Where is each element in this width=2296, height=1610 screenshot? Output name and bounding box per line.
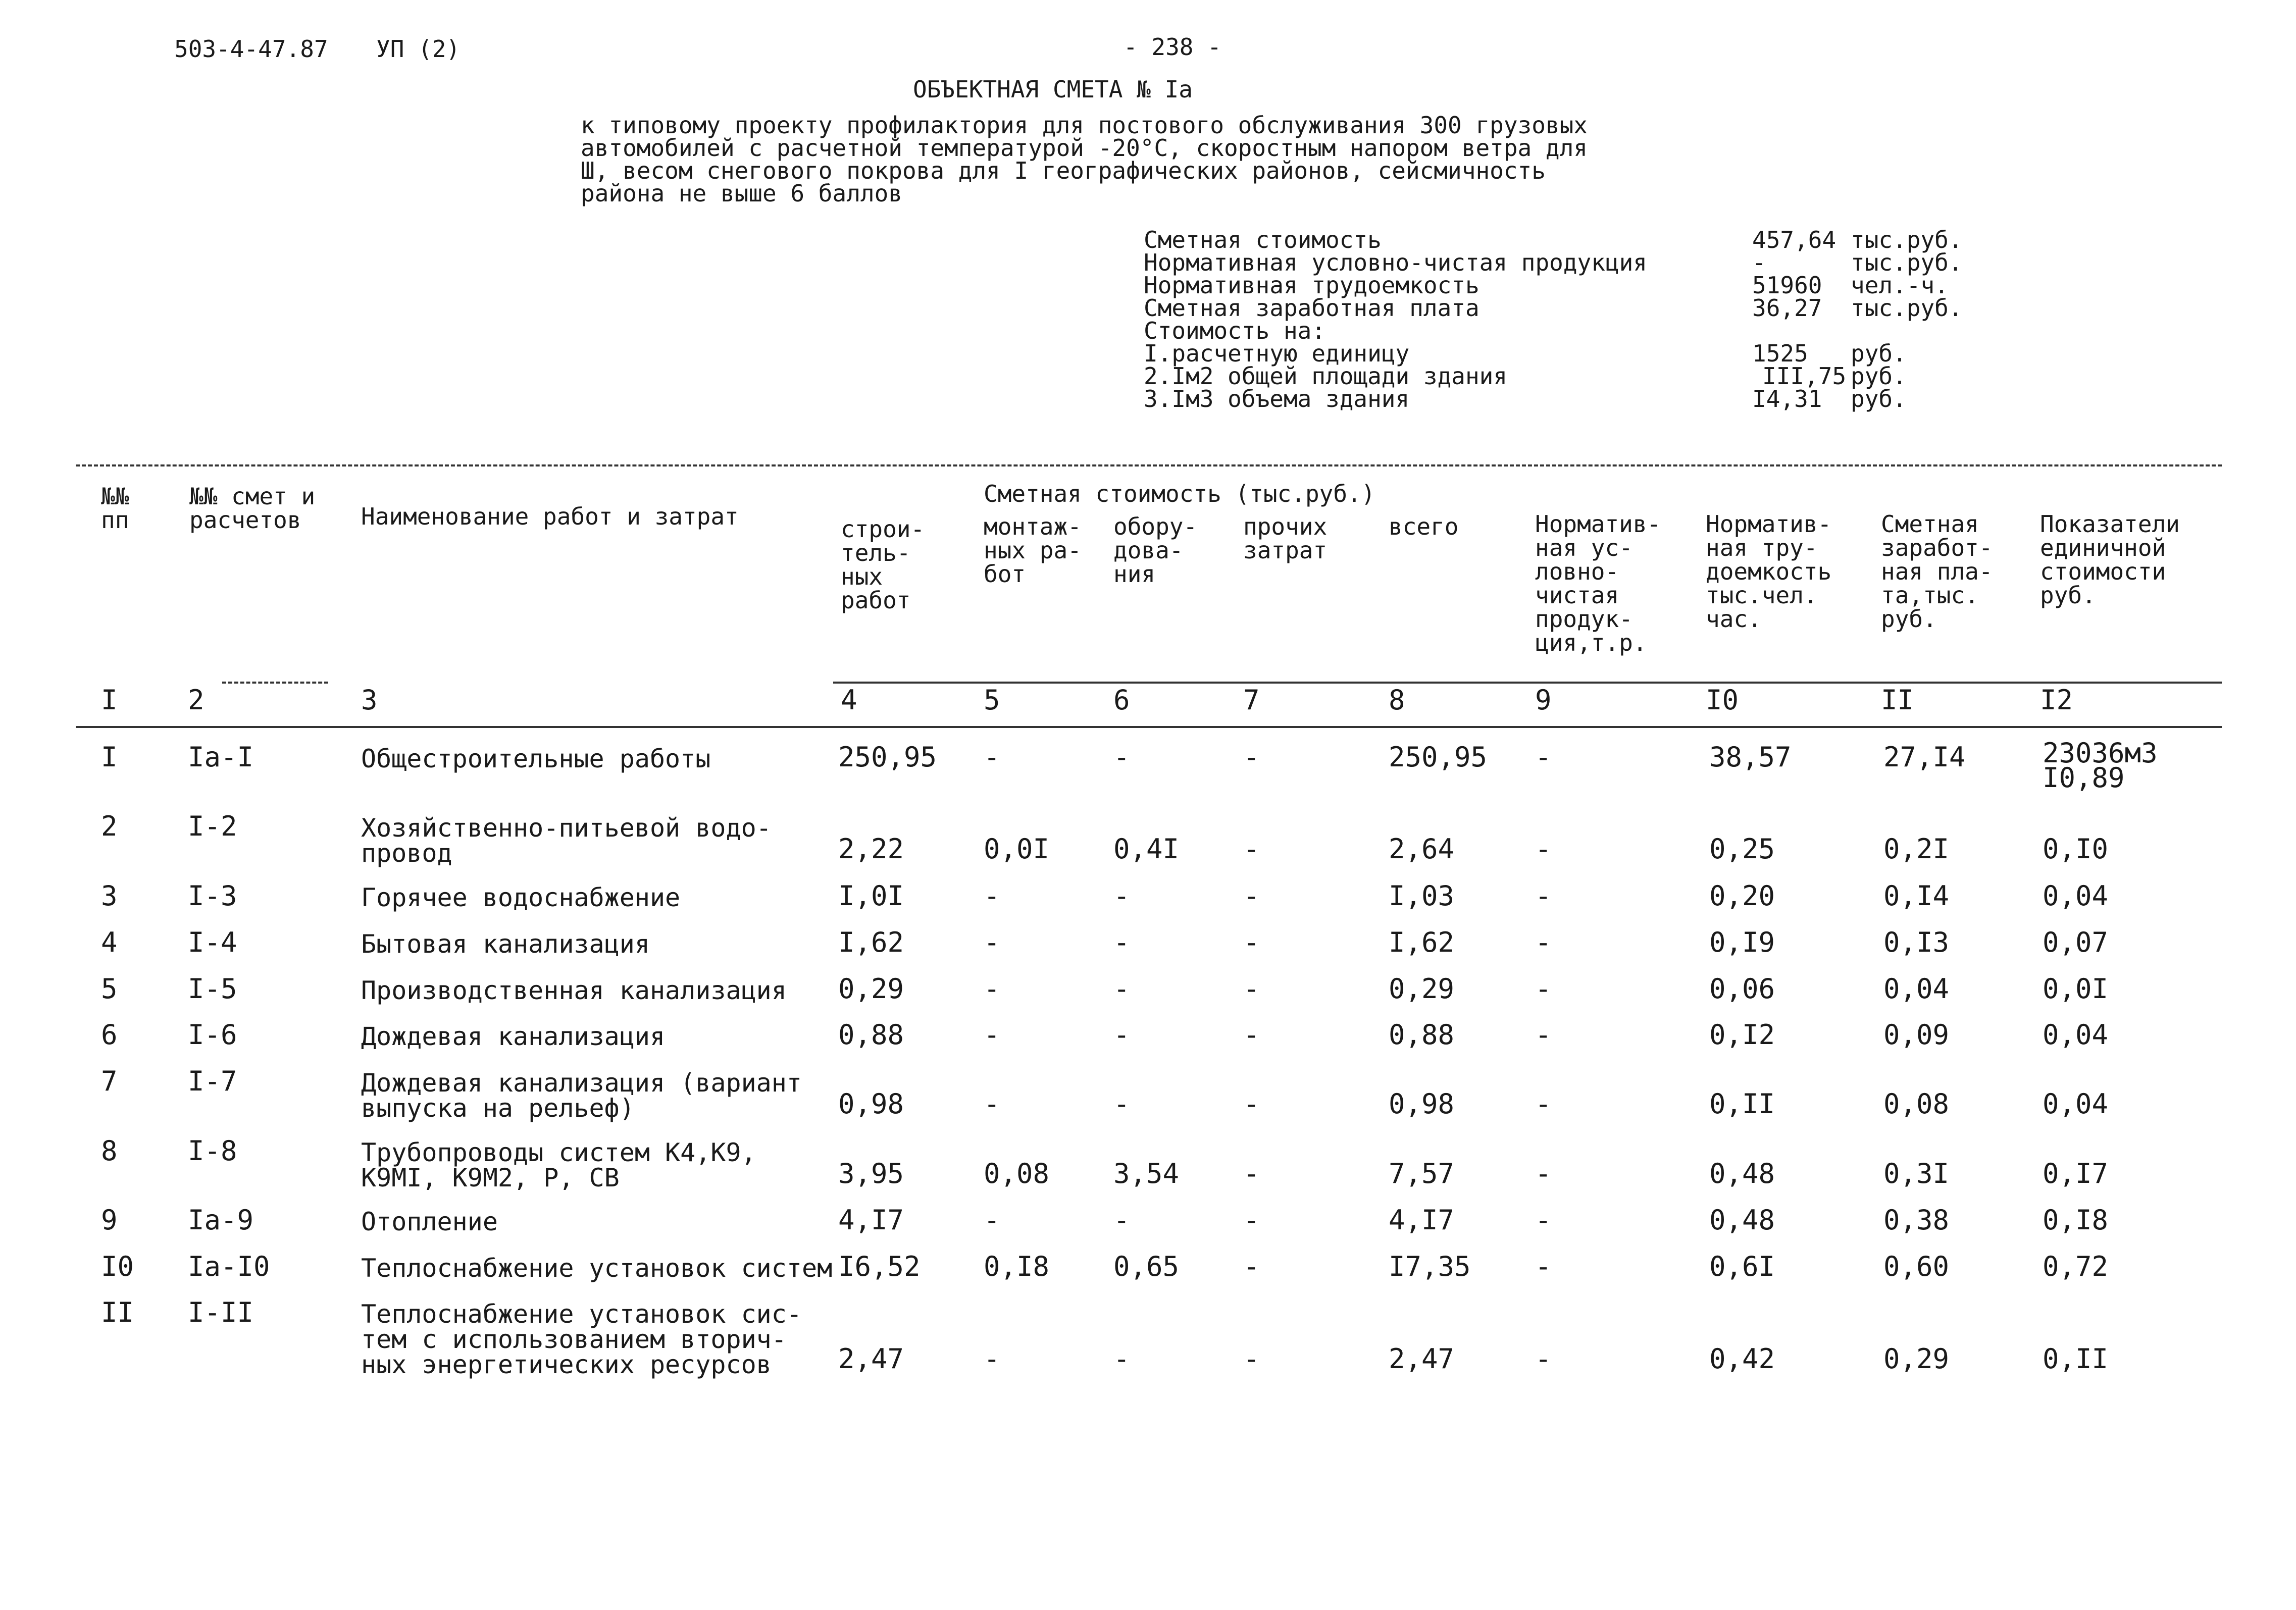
cell-c6: -: [1113, 1019, 1130, 1051]
cell-c9: -: [1535, 741, 1552, 773]
cell-c6: -: [1113, 1343, 1130, 1375]
cell-c10: 38,57: [1709, 741, 1792, 773]
summary-value: I4,31: [1752, 385, 1822, 412]
cell-c11: 27,I4: [1883, 741, 1966, 773]
cell-ref: I-5: [188, 973, 237, 1005]
cell-c11: 0,29: [1883, 1343, 1950, 1375]
subtitle-line: района не выше 6 баллов: [581, 180, 902, 207]
header-col-3: Наименование работ и затрат: [361, 503, 739, 530]
col-number: 7: [1243, 684, 1260, 716]
cell-c4: 2,47: [838, 1343, 904, 1375]
summary-value: 36,27: [1752, 294, 1822, 322]
cell-c12: 0,I7: [2043, 1158, 2109, 1189]
summary-unit: тыс.руб.: [1851, 226, 1963, 253]
summary-label: 3.Iм3 объема здания: [1144, 385, 1410, 412]
cell-num: 6: [101, 1019, 118, 1051]
cell-c8: 7,57: [1389, 1158, 1455, 1189]
cell-c12: 0,04: [2043, 1088, 2109, 1120]
cell-c9: -: [1535, 880, 1552, 912]
cell-ref: I-4: [188, 926, 237, 958]
cell-c4: 2,22: [838, 833, 904, 865]
cell-c9: -: [1535, 1251, 1552, 1282]
cell-c7: -: [1243, 1158, 1260, 1189]
col-number: II: [1881, 684, 1914, 716]
header-col-12: Показатели единичной стоимости руб.: [2040, 510, 2180, 609]
subtitle-line: Ш, весом снегового покрова для I географических районов, сейсмичность: [581, 157, 1546, 184]
summary-label: Нормативная условно-чистая продукция: [1144, 249, 1647, 276]
cell-c9: -: [1535, 1088, 1552, 1120]
cell-name: Дождевая канализация (вариант выпуска на рельеф): [361, 1068, 802, 1123]
cell-num: 3: [101, 880, 118, 912]
summary-label: 2.Iм2 общей площади здания: [1144, 362, 1508, 390]
cell-c7: -: [1243, 1088, 1260, 1120]
cell-c12: 0,04: [2043, 880, 2109, 912]
cell-c6: -: [1113, 926, 1130, 958]
summary-label: Нормативная трудоемкость: [1144, 272, 1479, 299]
cell-c4: 3,95: [838, 1158, 904, 1189]
cell-c4: I,0I: [838, 880, 904, 912]
cell-name: Дождевая канализация: [361, 1022, 666, 1051]
summary-unit: руб.: [1851, 385, 1907, 412]
cell-num: II: [101, 1296, 134, 1328]
cell-c9: -: [1535, 973, 1552, 1005]
cell-c4: 0,98: [838, 1088, 904, 1120]
cell-c4: 250,95: [838, 741, 937, 773]
summary-unit: руб.: [1851, 340, 1907, 367]
col-number: I0: [1706, 684, 1739, 716]
cell-ref: I-II: [188, 1296, 254, 1328]
cell-c5: 0,08: [984, 1158, 1050, 1189]
col-number: 5: [984, 684, 1000, 716]
cell-c12: 0,II: [2043, 1343, 2109, 1375]
cell-c5: -: [984, 1088, 1000, 1120]
col-number: 2: [188, 684, 205, 716]
header-col-10: Норматив- ная тру- доемкость тыс.чел. час.: [1706, 510, 1832, 633]
cell-name: Хозяйственно-питьевой водо- провод: [361, 813, 772, 868]
summary-label: Стоимость на:: [1144, 317, 1326, 344]
summary-label: Сметная заработная плата: [1144, 294, 1479, 322]
cell-c5: -: [984, 1204, 1000, 1236]
cell-c11: 0,I3: [1883, 926, 1950, 958]
cell-ref: I-3: [188, 880, 237, 912]
cell-c4: 4,I7: [838, 1204, 904, 1236]
cell-c5: -: [984, 741, 1000, 773]
subtitle-line: автомобилей с расчетной температурой -20°С, скоростным напором ветра для: [581, 134, 1588, 162]
cell-num: 5: [101, 973, 118, 1005]
summary-unit: чел.-ч.: [1851, 272, 1949, 299]
col-number: I: [101, 684, 118, 716]
header-col-2: №№ смет и расчетов: [189, 483, 316, 534]
cell-c10: 0,20: [1709, 880, 1775, 912]
summary-value: -: [1752, 249, 1766, 276]
column-number-rule: [76, 726, 2222, 728]
cell-c8: 2,47: [1389, 1343, 1455, 1375]
cell-c10: 0,48: [1709, 1158, 1775, 1189]
header-col-9: Норматив- ная ус- ловно- чистая продук- ция,т.р.: [1535, 510, 1661, 656]
cell-c8: 4,I7: [1389, 1204, 1455, 1236]
subtitle-line: к типовому проекту профилактория для постового обслуживания 300 грузовых: [581, 112, 1588, 139]
cell-c12: 0,0I: [2043, 973, 2109, 1005]
summary-value: III,75: [1762, 362, 1847, 390]
cell-c12: 0,72: [2043, 1251, 2109, 1282]
sheet-label: УП (2): [376, 35, 461, 63]
cell-c8: 0,88: [1389, 1019, 1455, 1051]
cell-num: 4: [101, 926, 118, 958]
cell-c9: -: [1535, 1019, 1552, 1051]
summary-label: I.расчетную единицу: [1144, 340, 1410, 367]
cell-ref: I-6: [188, 1019, 237, 1051]
cell-c6: -: [1113, 741, 1130, 773]
cell-c8: I7,35: [1389, 1251, 1471, 1282]
cell-c9: -: [1535, 926, 1552, 958]
cell-c6: -: [1113, 880, 1130, 912]
page-title: ОБЪЕКТНАЯ СМЕТА № Iа: [913, 76, 1193, 103]
cell-c10: 0,48: [1709, 1204, 1775, 1236]
cell-c4: 0,88: [838, 1019, 904, 1051]
cell-c6: 3,54: [1113, 1158, 1180, 1189]
cell-c11: 0,3I: [1883, 1158, 1950, 1189]
cell-num: I: [101, 741, 118, 773]
summary-unit: руб.: [1851, 362, 1907, 390]
cell-c12: 0,I8: [2043, 1204, 2109, 1236]
cell-c5: -: [984, 880, 1000, 912]
cell-c11: 0,I4: [1883, 880, 1950, 912]
cell-c8: 0,98: [1389, 1088, 1455, 1120]
cell-c4: 0,29: [838, 973, 904, 1005]
cell-c11: 0,04: [1883, 973, 1950, 1005]
cell-name: Общестроительные работы: [361, 744, 711, 773]
cell-name: Теплоснабжение установок сис- тем с использованием вторич- ных энергетических ресурсов: [361, 1300, 802, 1379]
cell-c8: 250,95: [1389, 741, 1488, 773]
cell-c7: -: [1243, 973, 1260, 1005]
header-col-6: обору- дова- ния: [1113, 513, 1198, 588]
cell-c10: 0,II: [1709, 1088, 1775, 1120]
header-col-7: прочих затрат: [1243, 513, 1328, 564]
header-col-11: Сметная заработ- ная пла- та,тыс. руб.: [1881, 510, 1993, 633]
cell-name: Производственная канализация: [361, 976, 787, 1005]
cell-c5: 0,I8: [984, 1251, 1050, 1282]
summary-label: Сметная стоимость: [1144, 226, 1382, 253]
col-number: 6: [1113, 684, 1130, 716]
cell-c6: 0,65: [1113, 1251, 1180, 1282]
cell-c6: -: [1113, 1088, 1130, 1120]
col-number: 9: [1535, 684, 1552, 716]
cell-c10: 0,06: [1709, 973, 1775, 1005]
cell-c12: 0,I0: [2043, 833, 2109, 865]
cell-c10: 0,25: [1709, 833, 1775, 865]
cell-c7: -: [1243, 833, 1260, 865]
cell-c6: -: [1113, 973, 1130, 1005]
cell-c4: I,62: [838, 926, 904, 958]
cell-c11: 0,08: [1883, 1088, 1950, 1120]
col-number: 4: [841, 684, 857, 716]
cell-ref: I-8: [188, 1135, 237, 1167]
cell-c6: 0,4I: [1113, 833, 1180, 865]
cell-name: Горячее водоснабжение: [361, 883, 681, 912]
header-col-4: строи- тель- ных работ: [841, 515, 925, 614]
cell-c8: 2,64: [1389, 833, 1455, 865]
cell-ref: I-7: [188, 1065, 237, 1097]
cell-c12: 0,04: [2043, 1019, 2109, 1051]
cell-name: Отопление: [361, 1207, 498, 1236]
cell-c10: 0,6I: [1709, 1251, 1775, 1282]
header-col-1: №№ пп: [101, 483, 129, 534]
cell-ref: Iа-9: [188, 1204, 254, 1236]
cell-c9: -: [1535, 1343, 1552, 1375]
cell-num: 7: [101, 1065, 118, 1097]
cell-c4: I6,52: [838, 1251, 921, 1282]
cell-c7: -: [1243, 1204, 1260, 1236]
cell-c11: 0,2I: [1883, 833, 1950, 865]
cell-c7: -: [1243, 1251, 1260, 1282]
cell-c5: -: [984, 926, 1000, 958]
col-number: I2: [2040, 684, 2073, 716]
cell-c9: -: [1535, 833, 1552, 865]
cell-c10: 0,42: [1709, 1343, 1775, 1375]
cell-ref: I-2: [188, 810, 237, 842]
cell-name: Трубопроводы систем К4,К9, К9МI, К9М2, Р, СВ: [361, 1138, 756, 1192]
summary-value: 1525: [1752, 340, 1808, 367]
cell-c11: 0,09: [1883, 1019, 1950, 1051]
header-col-5: монтаж- ных ра- бот: [984, 513, 1082, 588]
summary-unit: тыс.руб.: [1851, 249, 1963, 276]
cell-c5: -: [984, 973, 1000, 1005]
cell-name: Теплоснабжение установок систем: [361, 1254, 833, 1283]
cell-c5: -: [984, 1019, 1000, 1051]
header-rule-dash: [222, 682, 328, 684]
cell-ref: Iа-I0: [188, 1251, 270, 1282]
cell-num: 2: [101, 810, 118, 842]
cell-c11: 0,38: [1883, 1204, 1950, 1236]
summary-unit: тыс.руб.: [1851, 294, 1963, 322]
cell-c6: -: [1113, 1204, 1130, 1236]
cell-c7: -: [1243, 880, 1260, 912]
cell-c8: I,03: [1389, 880, 1455, 912]
cell-num: 8: [101, 1135, 118, 1167]
cell-num: 9: [101, 1204, 118, 1236]
cell-c5: -: [984, 1343, 1000, 1375]
cell-c10: 0,I2: [1709, 1019, 1775, 1051]
cell-c9: -: [1535, 1204, 1552, 1236]
summary-value: 51960: [1752, 272, 1822, 299]
cell-c12: 0,07: [2043, 926, 2109, 958]
col-number: 8: [1389, 684, 1405, 716]
cell-c7: -: [1243, 1343, 1260, 1375]
cell-c8: 0,29: [1389, 973, 1455, 1005]
cell-c9: -: [1535, 1158, 1552, 1189]
cell-c12: 23036м3 I0,89: [2043, 737, 2158, 794]
cell-c10: 0,I9: [1709, 926, 1775, 958]
header-group-cost: Сметная стоимость (тыс.руб.): [984, 480, 1375, 507]
cell-name: Бытовая канализация: [361, 929, 650, 959]
summary-value: 457,64: [1752, 226, 1836, 253]
col-number: 3: [361, 684, 378, 716]
cell-c11: 0,60: [1883, 1251, 1950, 1282]
cell-ref: Iа-I: [188, 741, 254, 773]
table-top-rule: [76, 464, 2222, 466]
page-number: - 238 -: [1124, 33, 1221, 61]
cell-c8: I,62: [1389, 926, 1455, 958]
header-col-8: всего: [1389, 513, 1459, 540]
header-rule: [833, 682, 2222, 684]
document-code: 503-4-47.87: [174, 35, 328, 63]
cell-c7: -: [1243, 926, 1260, 958]
cell-c5: 0,0I: [984, 833, 1050, 865]
cell-num: I0: [101, 1251, 134, 1282]
cell-c7: -: [1243, 1019, 1260, 1051]
cell-c7: -: [1243, 741, 1260, 773]
